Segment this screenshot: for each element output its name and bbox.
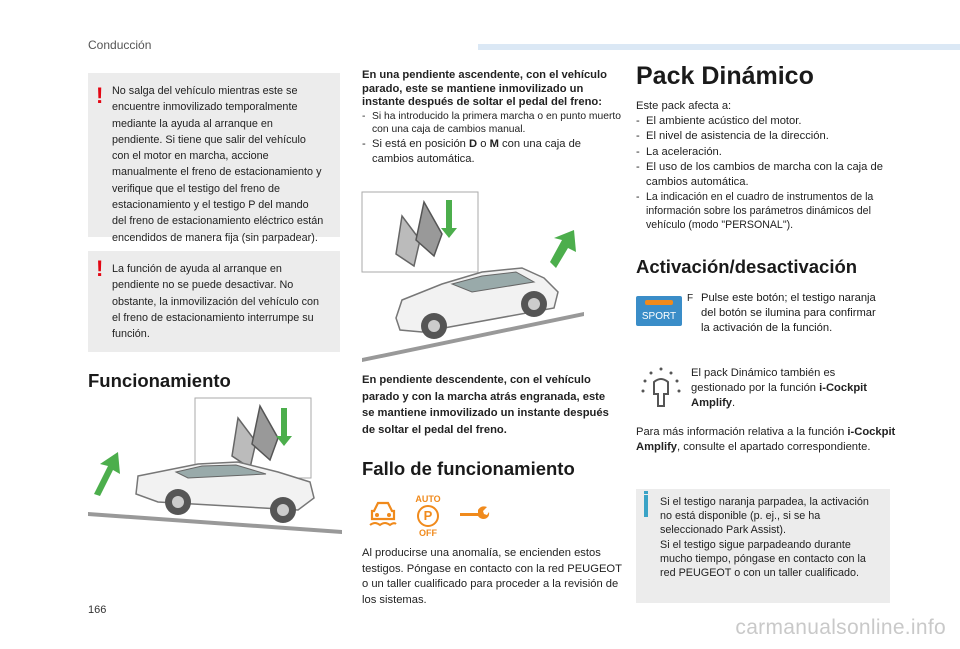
uphill-item-automatic: - Si está en posición D o M con una caja de cambios automática. bbox=[362, 137, 622, 167]
watermark: carmanualsonline.info bbox=[735, 616, 946, 639]
p-circle: P bbox=[417, 505, 439, 527]
pack-description bbox=[636, 99, 896, 232]
step-arrow-icon: F bbox=[687, 293, 694, 304]
downhill-description: En pendiente descendente, con el vehículo parado y con la marcha atrás engranada, este se mantiene inmovilizado un instante después de soltar el pedal del freno. bbox=[362, 374, 609, 436]
pack-intro: Este pack afecta a: bbox=[636, 100, 732, 112]
info-icon bbox=[644, 495, 648, 517]
off-label: OFF bbox=[419, 528, 437, 538]
sport-indicator-led bbox=[645, 300, 673, 305]
downhill-car-illustration bbox=[88, 398, 342, 534]
sport-label: SPORT bbox=[641, 311, 677, 322]
auto-label: AUTO bbox=[415, 494, 441, 504]
uphill-description bbox=[362, 69, 622, 167]
warning-box-cannot-deactivate bbox=[88, 251, 340, 352]
warning-exclamation-icon: ! bbox=[96, 256, 104, 281]
more-info-text: Para más información relativa a la función i-Cockpit Amplify, consulte el apartado correspondiente. bbox=[636, 426, 896, 454]
warning-exclamation-icon: ! bbox=[96, 83, 104, 108]
i-cockpit-amplify-icon bbox=[641, 366, 681, 410]
wrench-warning-icon bbox=[458, 504, 490, 524]
page-number: 166 bbox=[88, 604, 107, 616]
info-note-box bbox=[636, 489, 890, 603]
section-title-activacion: Activación/desactivación bbox=[636, 256, 858, 277]
uphill-heading: En una pendiente ascendente, con el vehículo parado, este se mantiene inmovilizado un instante después de soltar el pedal del freno: bbox=[362, 69, 607, 109]
pack-item: - El ambiente acústico del motor. bbox=[636, 114, 896, 129]
sport-instruction: F Pulse este botón; el testigo naranja del botón se ilumina para confirmar la activación de la función. bbox=[687, 292, 876, 335]
info-note-2: Si el testigo sigue parpadeando durante mucho tiempo, póngase en contacto con la red PEUGEOT o con un taller cualificado. bbox=[660, 538, 866, 580]
warning-text-1: No salga del vehículo mientras este se encuentre inmovilizado temporalmente mediante la ayuda al arranque en pendiente. Si tiene que salir del vehículo con el motor en marcha, accione manualmente el freno de estacionamiento y verifique que el testigo del freno de estacionamiento y el testigo P del mando del freno de estacionamiento eléctrico están encendidos de manera fija (sin parpadear). bbox=[112, 85, 324, 244]
fallo-description: Al producirse una anomalía, se encienden estos testigos. Póngase en contacto con la red PEUGEOT o un taller cualificado para proceder a la revisión de los sistemas. bbox=[362, 547, 622, 606]
pack-item: - El nivel de asistencia de la dirección. bbox=[636, 129, 896, 144]
sport-button-icon bbox=[636, 296, 682, 326]
uphill-car-illustration bbox=[362, 192, 584, 364]
auto-p-off-warning-icon bbox=[411, 494, 445, 538]
motion-arrow-icon bbox=[550, 230, 576, 268]
section-header: Conducción bbox=[88, 38, 152, 52]
uphill-item-manual: - Si ha introducido la primera marcha o en punto muerto con una caja de cambios manual. bbox=[362, 110, 622, 137]
hill-assist-warning-icon bbox=[368, 499, 398, 527]
press-arrow-icon bbox=[276, 408, 292, 446]
press-arrow-icon bbox=[441, 200, 457, 238]
pack-item: - La aceleración. bbox=[636, 145, 896, 160]
i-cockpit-text: El pack Dinámico también es gestionado por la función i-Cockpit Amplify. bbox=[691, 367, 867, 410]
warning-box-immobilized bbox=[88, 73, 340, 244]
warning-text-2: La función de ayuda al arranque en pendiente no se puede desactivar. No obstante, la inmovilización del vehículo con el freno de estacionamiento interrumpe su función. bbox=[112, 263, 320, 341]
section-title-pack: Pack Dinámico bbox=[636, 62, 814, 90]
section-title-funcionamiento: Funcionamiento bbox=[88, 370, 231, 391]
header-bar bbox=[478, 44, 960, 50]
info-note-1: Si el testigo naranja parpadea, la activación no está disponible (p. ej., si se ha seleccionado Park Assist). bbox=[660, 496, 869, 537]
pack-item: - La indicación en el cuadro de instrumentos de la información sobre los parámetros dinámicos del vehículo (modo "PERSONAL"). bbox=[636, 190, 896, 232]
pack-item: - El uso de los cambios de marcha con la caja de cambios automática. bbox=[636, 160, 896, 190]
motion-arrow-icon bbox=[94, 452, 120, 496]
section-title-fallo: Fallo de funcionamiento bbox=[362, 458, 575, 479]
